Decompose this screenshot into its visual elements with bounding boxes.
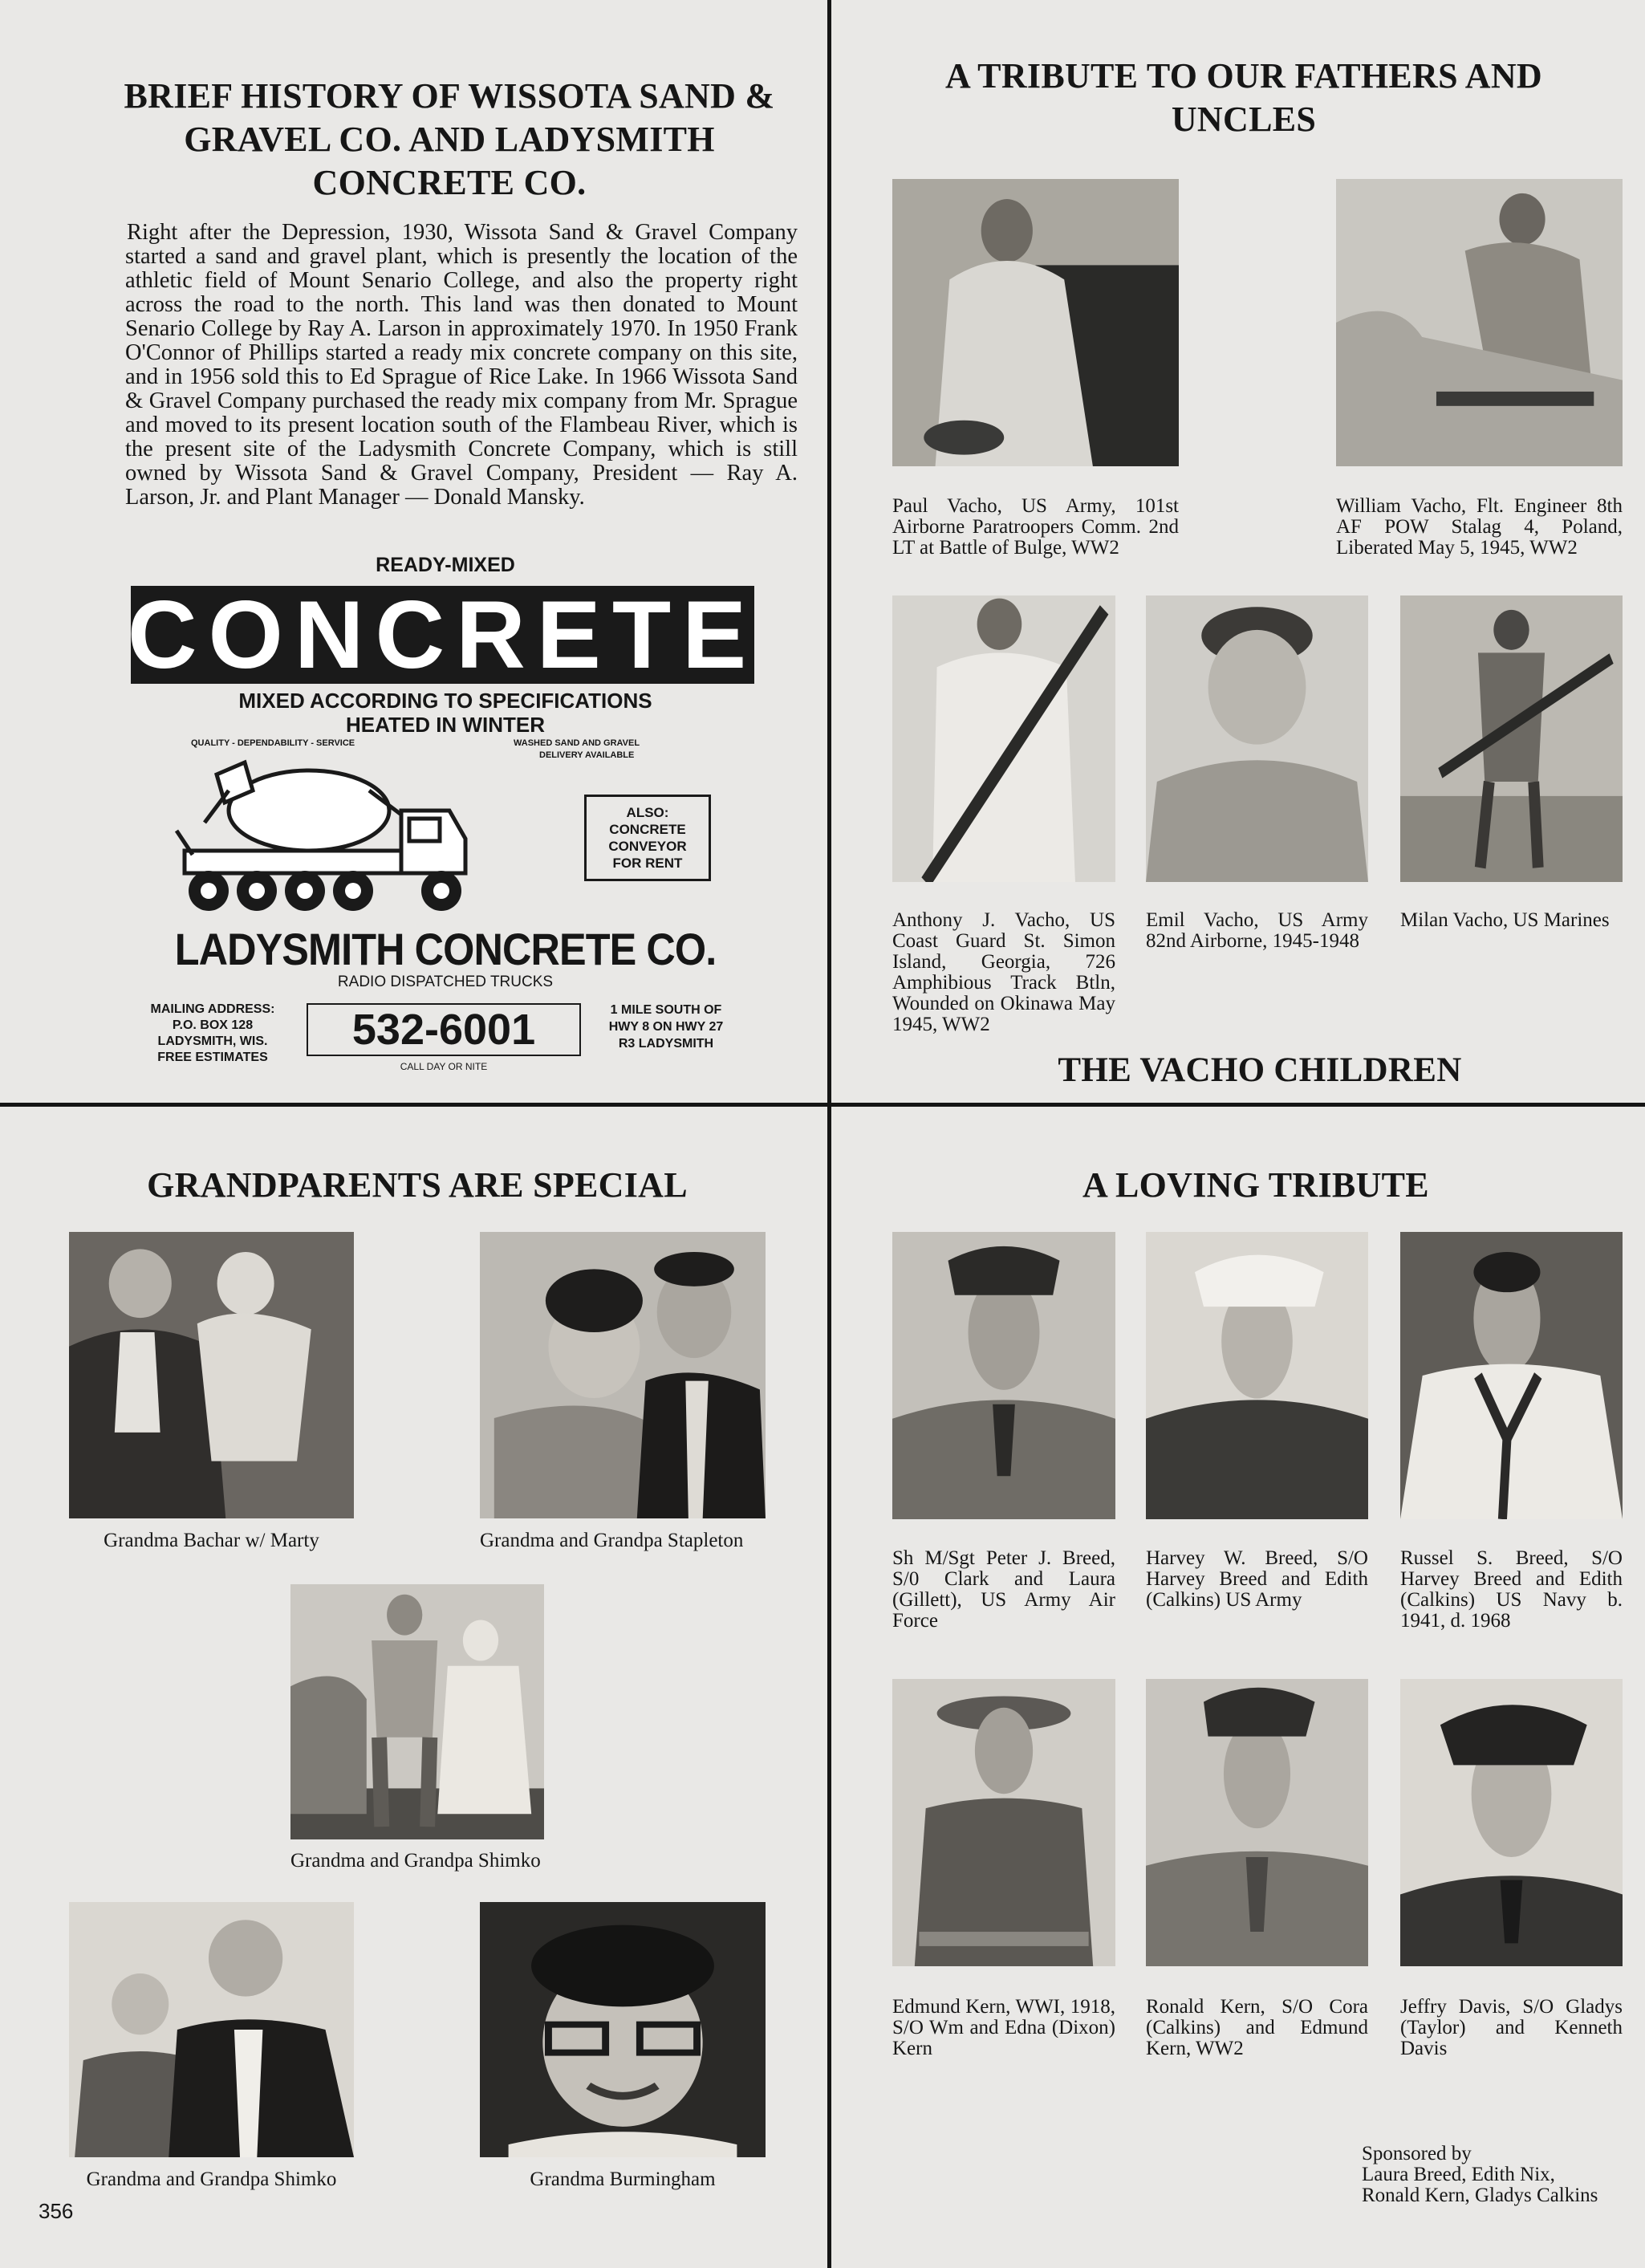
ad-loc-1: 1 MILE SOUTH OF [610,1003,722,1017]
ad-call: CALL DAY OR NITE [400,1061,488,1072]
ad-also-4: FOR RENT [612,856,683,871]
caption-william-vacho: William Vacho, Flt. Engineer 8th AF POW Stalag 4, Poland, Liberated May 5, 1945, WW2 [1336,495,1623,559]
photo-harvey-breed [1146,1232,1368,1519]
caption-jeffry-davis: Jeffry Davis, S/O Gladys (Taylor) and Kenneth Davis [1400,1996,1623,2059]
ad-loc-2: HWY 8 ON HWY 27 [608,1020,724,1034]
history-title: BRIEF HISTORY OF WISSOTA SAND & GRAVEL CO. AND LADYSMITH CONCRETE CO. [124,76,775,202]
photo-grandma-grandpa-shimko-1 [290,1584,544,1839]
photo-grandma-grandpa-stapleton [480,1232,766,1518]
photo-jeffry-davis [1400,1679,1623,1966]
ad-location-block [590,1002,742,1052]
caption-milan-vacho: Milan Vacho, US Marines [1400,909,1610,931]
photo-grandma-grandpa-shimko-2 [69,1902,354,2157]
sponsor-line-2: Laura Breed, Edith Nix, [1362,2164,1555,2185]
ad-washed: WASHED SAND AND GRAVEL [514,738,640,748]
ad-line-heated: HEATED IN WINTER [346,713,545,737]
photo-peter-breed [892,1232,1115,1519]
photo-ronald-kern [1146,1679,1368,1966]
ad-delivery: DELIVERY AVAILABLE [539,750,635,760]
ad-also-box [584,795,711,881]
sponsor-block [1362,2144,1627,2206]
photo-edmund-kern [892,1679,1115,1966]
ad-mail-1: MAILING ADDRESS: [150,1002,275,1016]
ad-mail-2: P.O. BOX 128 [172,1018,254,1032]
ad-line-specifications: MIXED ACCORDING TO SPECIFICATIONS [238,689,652,713]
ad-quality: QUALITY - DEPENDABILITY - SERVICE [191,738,355,748]
page-number: 356 [39,2199,74,2223]
ad-mail-3: LADYSMITH, WIS. [157,1034,268,1048]
caption-grandma-bachar: Grandma Bachar w/ Marty [104,1530,319,1551]
ad-phone: 532-6001 [307,1003,581,1056]
mixer-truck-icon [169,758,546,919]
caption-grandma-burmingham: Grandma Burmingham [530,2168,716,2190]
sponsor-line-3: Ronald Kern, Gladys Calkins [1362,2185,1598,2206]
ad-company-name: LADYSMITH CONCRETE CO. [174,924,717,974]
photo-milan-vacho [1400,595,1623,882]
caption-anthony-vacho: Anthony J. Vacho, US Coast Guard St. Simon Island, Georgia, 726 Amphibious Track Btln, Wounded on Okinawa May 1945, WW2 [892,909,1115,1035]
caption-grandma-grandpa-shimko-2: Grandma and Grandpa Shimko [86,2168,337,2190]
ad-radio: RADIO DISPATCHED TRUCKS [337,973,554,990]
caption-ronald-kern: Ronald Kern, S/O Cora (Calkins) and Edmund Kern, WW2 [1146,1996,1368,2059]
sponsor-line-1: Sponsored by [1362,2143,1472,2164]
ad-also-2: CONCRETE [609,822,686,837]
photo-grandma-burmingham [480,1902,766,2157]
fathers-tribute-title: A TRIBUTE TO OUR FATHERS AND UNCLES [945,56,1542,139]
ad-loc-3: R3 LADYSMITH [618,1037,714,1051]
photo-anthony-vacho [892,595,1115,882]
photo-paul-vacho [892,179,1179,466]
ad-mail-4: FREE ESTIMATES [157,1051,268,1064]
caption-peter-breed: Sh M/Sgt Peter J. Breed, S/0 Clark and Laura (Gillett), US Army Air Force [892,1547,1115,1632]
caption-paul-vacho: Paul Vacho, US Army, 101st Airborne Paratroopers Comm. 2nd LT at Battle of Bulge, WW2 [892,495,1179,559]
caption-grandma-grandpa-shimko-1: Grandma and Grandpa Shimko [290,1850,541,1872]
ad-also-3: CONVEYOR [608,839,687,854]
photo-russel-breed [1400,1232,1623,1519]
caption-grandma-grandpa-stapleton: Grandma and Grandpa Stapleton [480,1530,744,1551]
loving-tribute-title: A LOVING TRIBUTE [1082,1165,1429,1205]
history-body: Right after the Depression, 1930, Wissota Sand & Gravel Company started a sand and gravel plant, which is presently the location of the athletic field of Mount Senario College, and also the property right across the road to the north. This land was then donated to Mount Senario College by Ray A. Larson in approximately 1970. In 1950 Frank O'Connor of Phillips started a ready mix concrete company on this site, and in 1956 sold this to Ed Sprague of Rice Lake. In 1966 Wissota Sand & Gravel Company purchased the ready mix company from Mr. Sprague and moved to its present location south of the Flambeau River, which is the present site of the Ladysmith Concrete Company, which is still owned by Wissota Sand & Gravel Company, President — Ray A. Larson, Jr. and Plant Manager — Donald Mansky. [125,220,798,510]
caption-harvey-breed: Harvey W. Breed, S/O Harvey Breed and Edith (Calkins) US Army [1146,1547,1368,1611]
photo-emil-vacho [1146,595,1368,882]
ad-mailing-block [132,1002,293,1066]
ad-concrete-banner: CONCRETE [127,581,758,689]
vacho-children-footer: THE VACHO CHILDREN [1058,1051,1462,1089]
grandparents-title: GRANDPARENTS ARE SPECIAL [147,1165,688,1205]
ad-also-1: ALSO: [626,805,669,820]
ad-ready-mixed: READY-MIXED [376,554,515,576]
caption-russel-breed: Russel S. Breed, S/O Harvey Breed and Edith (Calkins) US Navy b. 1941, d. 1968 [1400,1547,1623,1632]
photo-grandma-bachar [69,1232,354,1518]
caption-edmund-kern: Edmund Kern, WWI, 1918, S/O Wm and Edna (Dixon) Kern [892,1996,1115,2059]
horizontal-divider [0,1103,1645,1107]
vertical-divider [827,0,831,2268]
caption-emil-vacho: Emil Vacho, US Army 82nd Airborne, 1945-1948 [1146,909,1368,952]
photo-william-vacho [1336,179,1623,466]
